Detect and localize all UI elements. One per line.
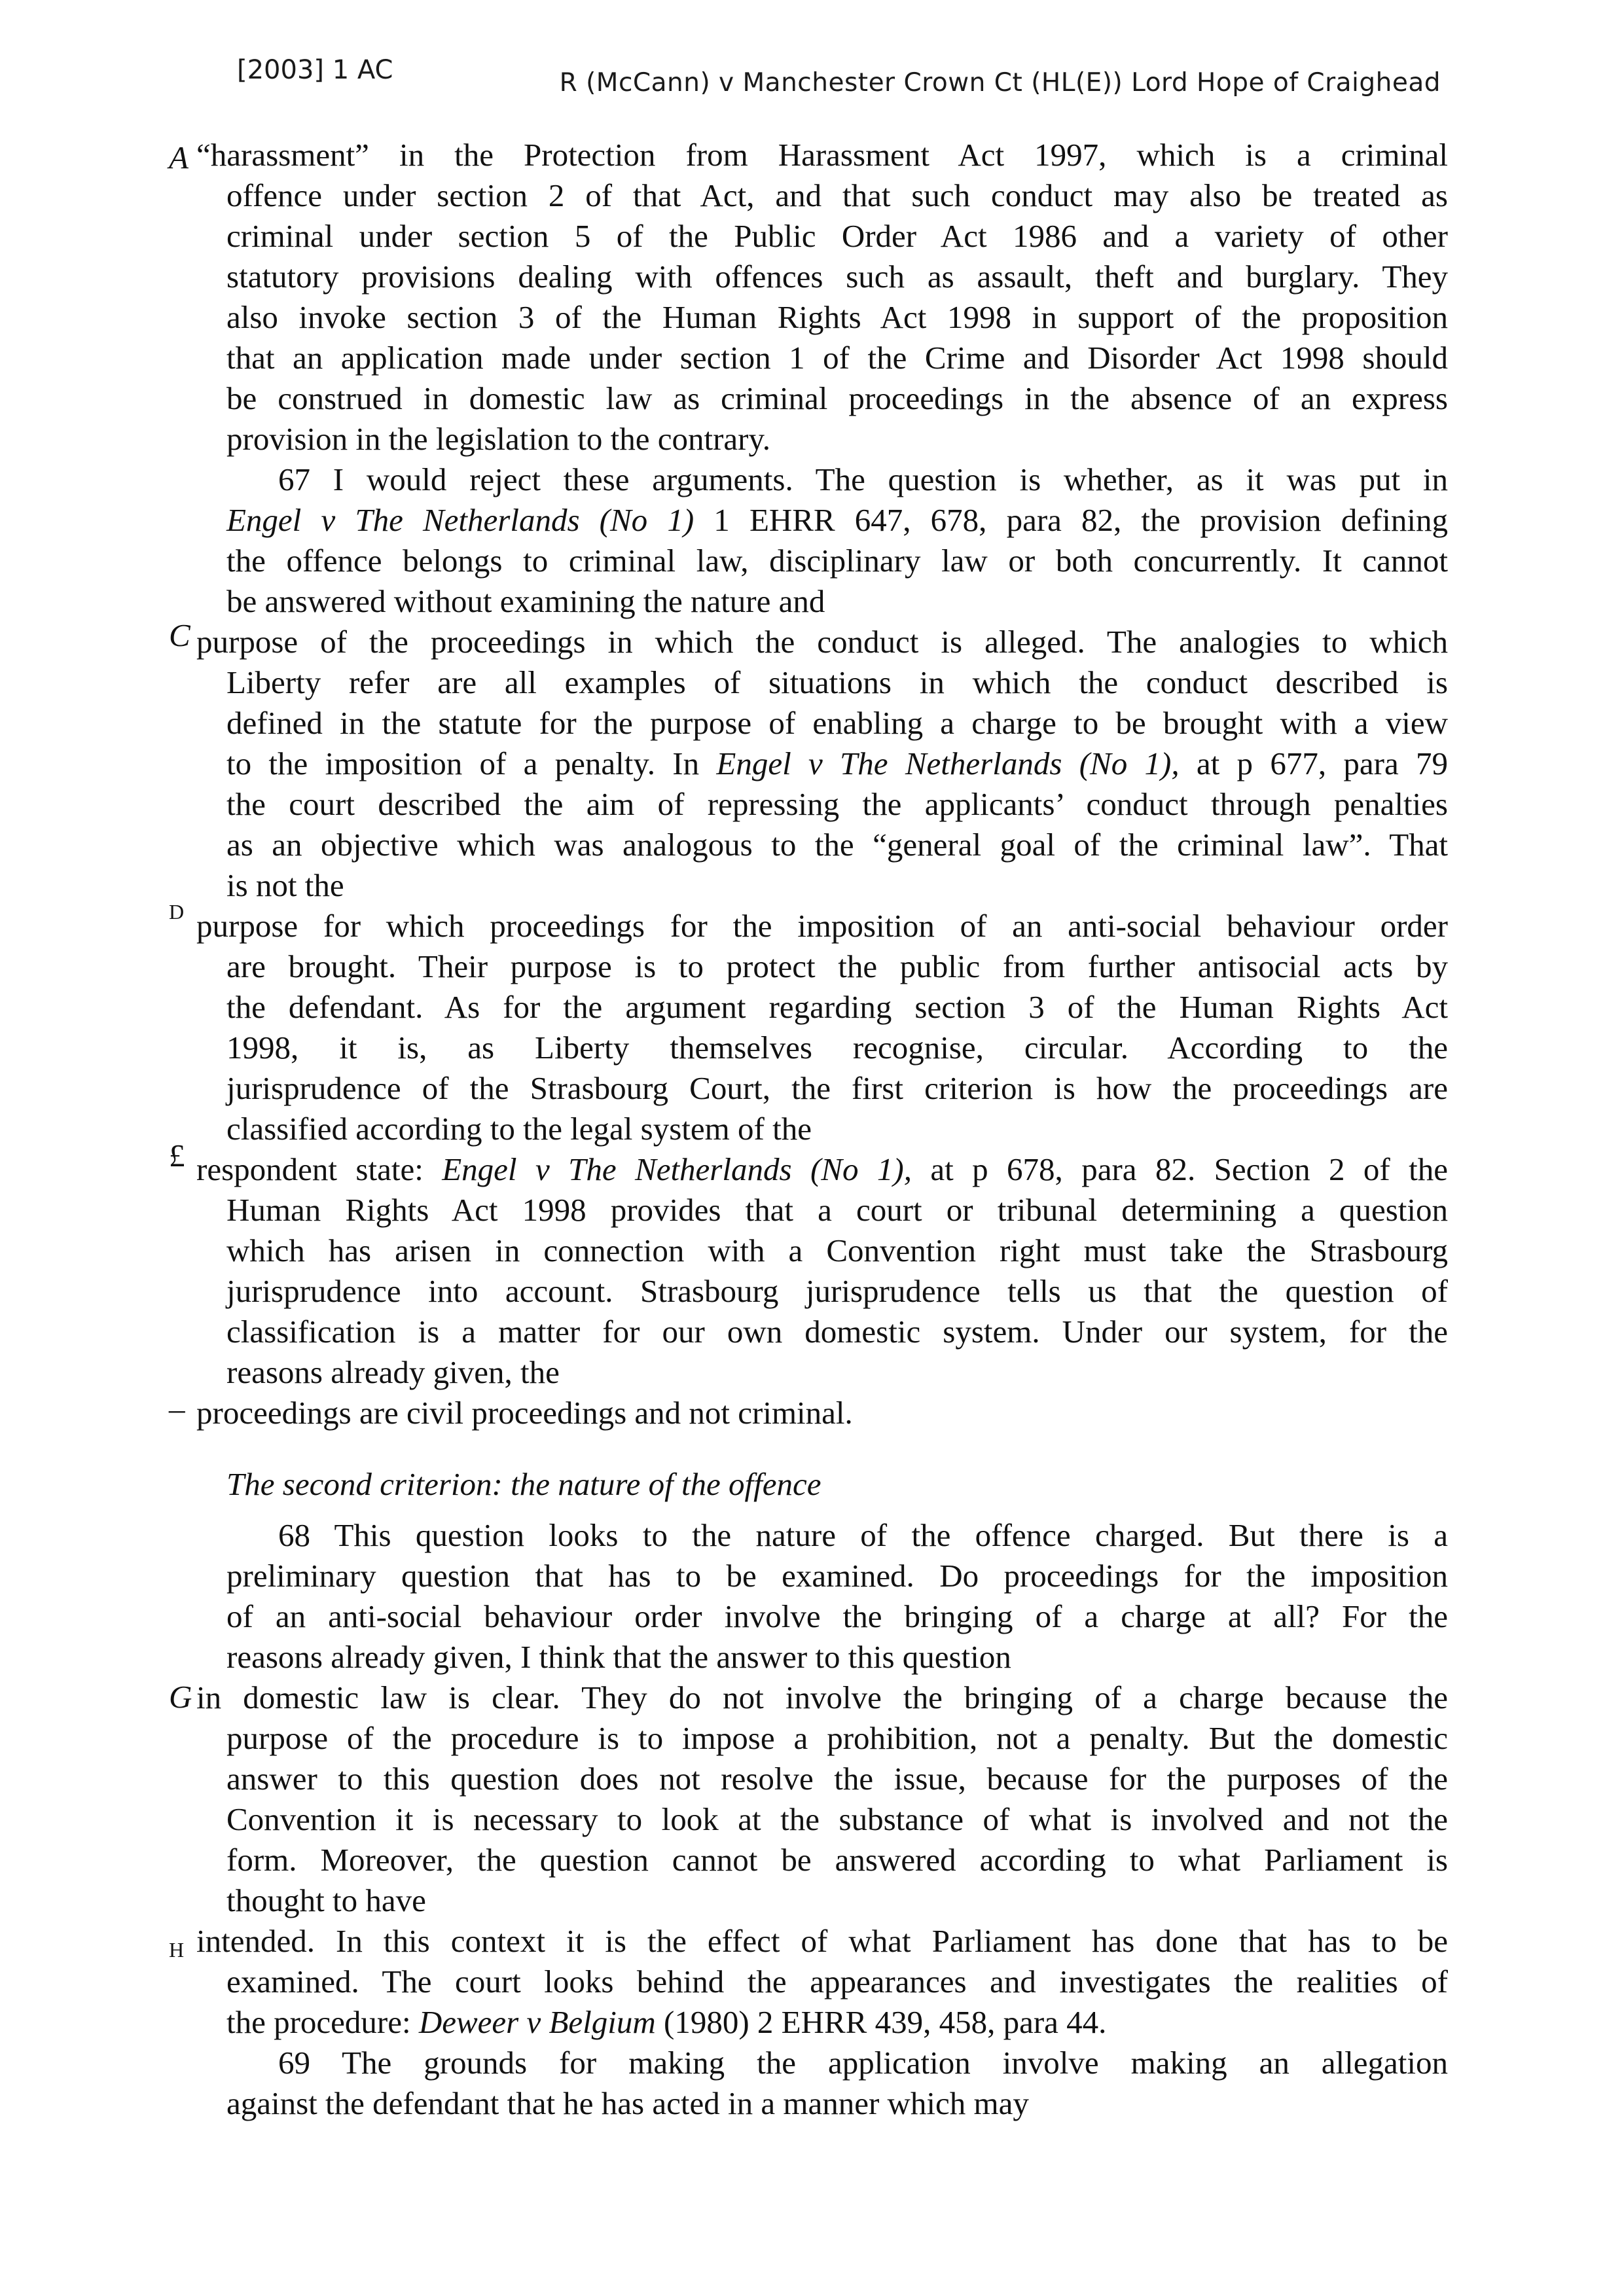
text-line: defined in the statute for the purpose of enabling a charge to be brought with a view bbox=[226, 705, 1448, 741]
text-line: which has arisen in connection with a Convention right must take the Strasbourg bbox=[226, 1232, 1448, 1268]
text-line: Convention it is necessary to look at the substance of what is involved and not the bbox=[226, 1801, 1448, 1837]
citation-header: [2003] 1 AC bbox=[237, 55, 393, 85]
text-line: preliminary question that has to be examined. Do proceedings for the imposition bbox=[226, 1558, 1448, 1594]
text-line: the procedure: Deweer v Belgium (1980) 2 EHRR 439, 458, para 44. bbox=[226, 2004, 1107, 2040]
margin-letter-a: A bbox=[169, 139, 189, 175]
text-line: Human Rights Act 1998 provides that a court or tribunal determining a question bbox=[226, 1192, 1448, 1228]
paragraph-68-start: 68 This question looks to the nature of the offence charged. But there is a bbox=[278, 1517, 1448, 1553]
text-line: answer to this question does not resolve the issue, because for the purposes of the bbox=[226, 1761, 1448, 1797]
text-line: purpose of the proceedings in which the conduct is alleged. The analogies to which bbox=[196, 624, 1448, 660]
text-line: to the imposition of a penalty. In Engel v The Netherlands (No 1), at p 677, para 79 bbox=[226, 745, 1449, 781]
text-line: purpose for which proceedings for the imposition of an anti-social behaviour order bbox=[196, 908, 1448, 944]
text-line: statutory provisions dealing with offences such as assault, theft and burglary. They bbox=[226, 259, 1448, 295]
margin-letter-g: G bbox=[169, 1679, 192, 1715]
text-line: is not the bbox=[226, 867, 344, 903]
text-line: provision in the legislation to the contrary. bbox=[226, 421, 771, 457]
case-title-header: R (McCann) v Manchester Crown Ct (HL(E)) Lord Hope of Craighead bbox=[559, 68, 1441, 98]
text-line: thought to have bbox=[226, 1882, 426, 1918]
text-line: 1998, it is, as Liberty themselves recognise, circular. According to the bbox=[226, 1030, 1448, 1066]
text-line: reasons already given, the bbox=[226, 1354, 560, 1390]
text-line: classification is a matter for our own domestic system. Under our system, for the bbox=[226, 1314, 1448, 1350]
text-line: “harassment” in the Protection from Harassment Act 1997, which is a criminal bbox=[196, 137, 1448, 173]
text-line: the offence belongs to criminal law, disciplinary law or both concurrently. It cannot bbox=[226, 543, 1448, 579]
text-line: against the defendant that he has acted in a manner which may bbox=[226, 2085, 1029, 2121]
paragraph-69-start: 69 The grounds for making the application involve making an allegation bbox=[278, 2045, 1448, 2081]
text-line: also invoke section 3 of the Human Rights Act 1998 in support of the proposition bbox=[226, 299, 1448, 335]
text-line: the court described the aim of repressing the applicants’ conduct through penalties bbox=[226, 786, 1448, 822]
case-name-deweer: Deweer v Belgium bbox=[418, 2004, 656, 2040]
section-heading: The second criterion: the nature of the offence bbox=[226, 1466, 821, 1502]
case-name-engel: Engel v The Netherlands (No 1) bbox=[226, 502, 695, 538]
text-line: are brought. Their purpose is to protect the public from further antisocial acts by bbox=[226, 948, 1448, 984]
text-line: Liberty refer are all examples of situations in which the conduct described is bbox=[226, 664, 1448, 700]
paragraph-67-start: 67 I would reject these arguments. The question is whether, as it was put in bbox=[278, 461, 1448, 497]
margin-letter-e: £ bbox=[169, 1138, 185, 1174]
text-line: of an anti-social behaviour order involve the bringing of a charge at all? For the bbox=[226, 1598, 1448, 1634]
text-line: as an objective which was analogous to the “general goal of the criminal law”. That bbox=[226, 827, 1448, 863]
margin-letter-f: _ bbox=[169, 1380, 185, 1416]
text-line: proceedings are civil proceedings and not criminal. bbox=[196, 1395, 853, 1431]
margin-letter-d: D bbox=[169, 900, 185, 924]
text-line: in domestic law is clear. They do not involve the bringing of a charge because the bbox=[196, 1679, 1448, 1715]
text-line: jurisprudence into account. Strasbourg jurisprudence tells us that the question of bbox=[226, 1273, 1448, 1309]
text-line: be answered without examining the nature and bbox=[226, 583, 825, 619]
text-line: intended. In this context it is the effect of what Parliament has done that has to be bbox=[196, 1923, 1448, 1959]
text-line: purpose of the procedure is to impose a prohibition, not a penalty. But the domestic bbox=[226, 1720, 1448, 1756]
text-line: that an application made under section 1 of the Crime and Disorder Act 1998 should bbox=[226, 340, 1448, 376]
text-line: criminal under section 5 of the Public Order Act 1986 and a variety of other bbox=[226, 218, 1448, 254]
text-line: reasons already given, I think that the answer to this question bbox=[226, 1639, 1011, 1675]
text-line: Engel v The Netherlands (No 1) 1 EHRR 647, 678, para 82, the provision defining bbox=[226, 502, 1448, 538]
text-line: jurisprudence of the Strasbourg Court, the first criterion is how the proceedings are bbox=[226, 1070, 1448, 1106]
text-line: be construed in domestic law as criminal proceedings in the absence of an express bbox=[226, 380, 1448, 416]
text-line: form. Moreover, the question cannot be answered according to what Parliament is bbox=[226, 1842, 1448, 1878]
case-name-engel: Engel v The Netherlands (No 1), bbox=[716, 745, 1180, 781]
margin-letter-h: H bbox=[169, 1938, 185, 1962]
case-name-engel: Engel v The Netherlands (No 1), bbox=[442, 1151, 912, 1187]
margin-letter-c: C bbox=[169, 617, 190, 653]
text-line: respondent state: Engel v The Netherlands (No 1), at p 678, para 82. Section 2 of the bbox=[196, 1151, 1448, 1187]
text-line: offence under section 2 of that Act, and that such conduct may also be treated as bbox=[226, 177, 1448, 213]
text-line: the defendant. As for the argument regarding section 3 of the Human Rights Act bbox=[226, 989, 1448, 1025]
text-line: examined. The court looks behind the appearances and investigates the realities of bbox=[226, 1964, 1448, 2000]
text-line: classified according to the legal system of the bbox=[226, 1111, 812, 1147]
